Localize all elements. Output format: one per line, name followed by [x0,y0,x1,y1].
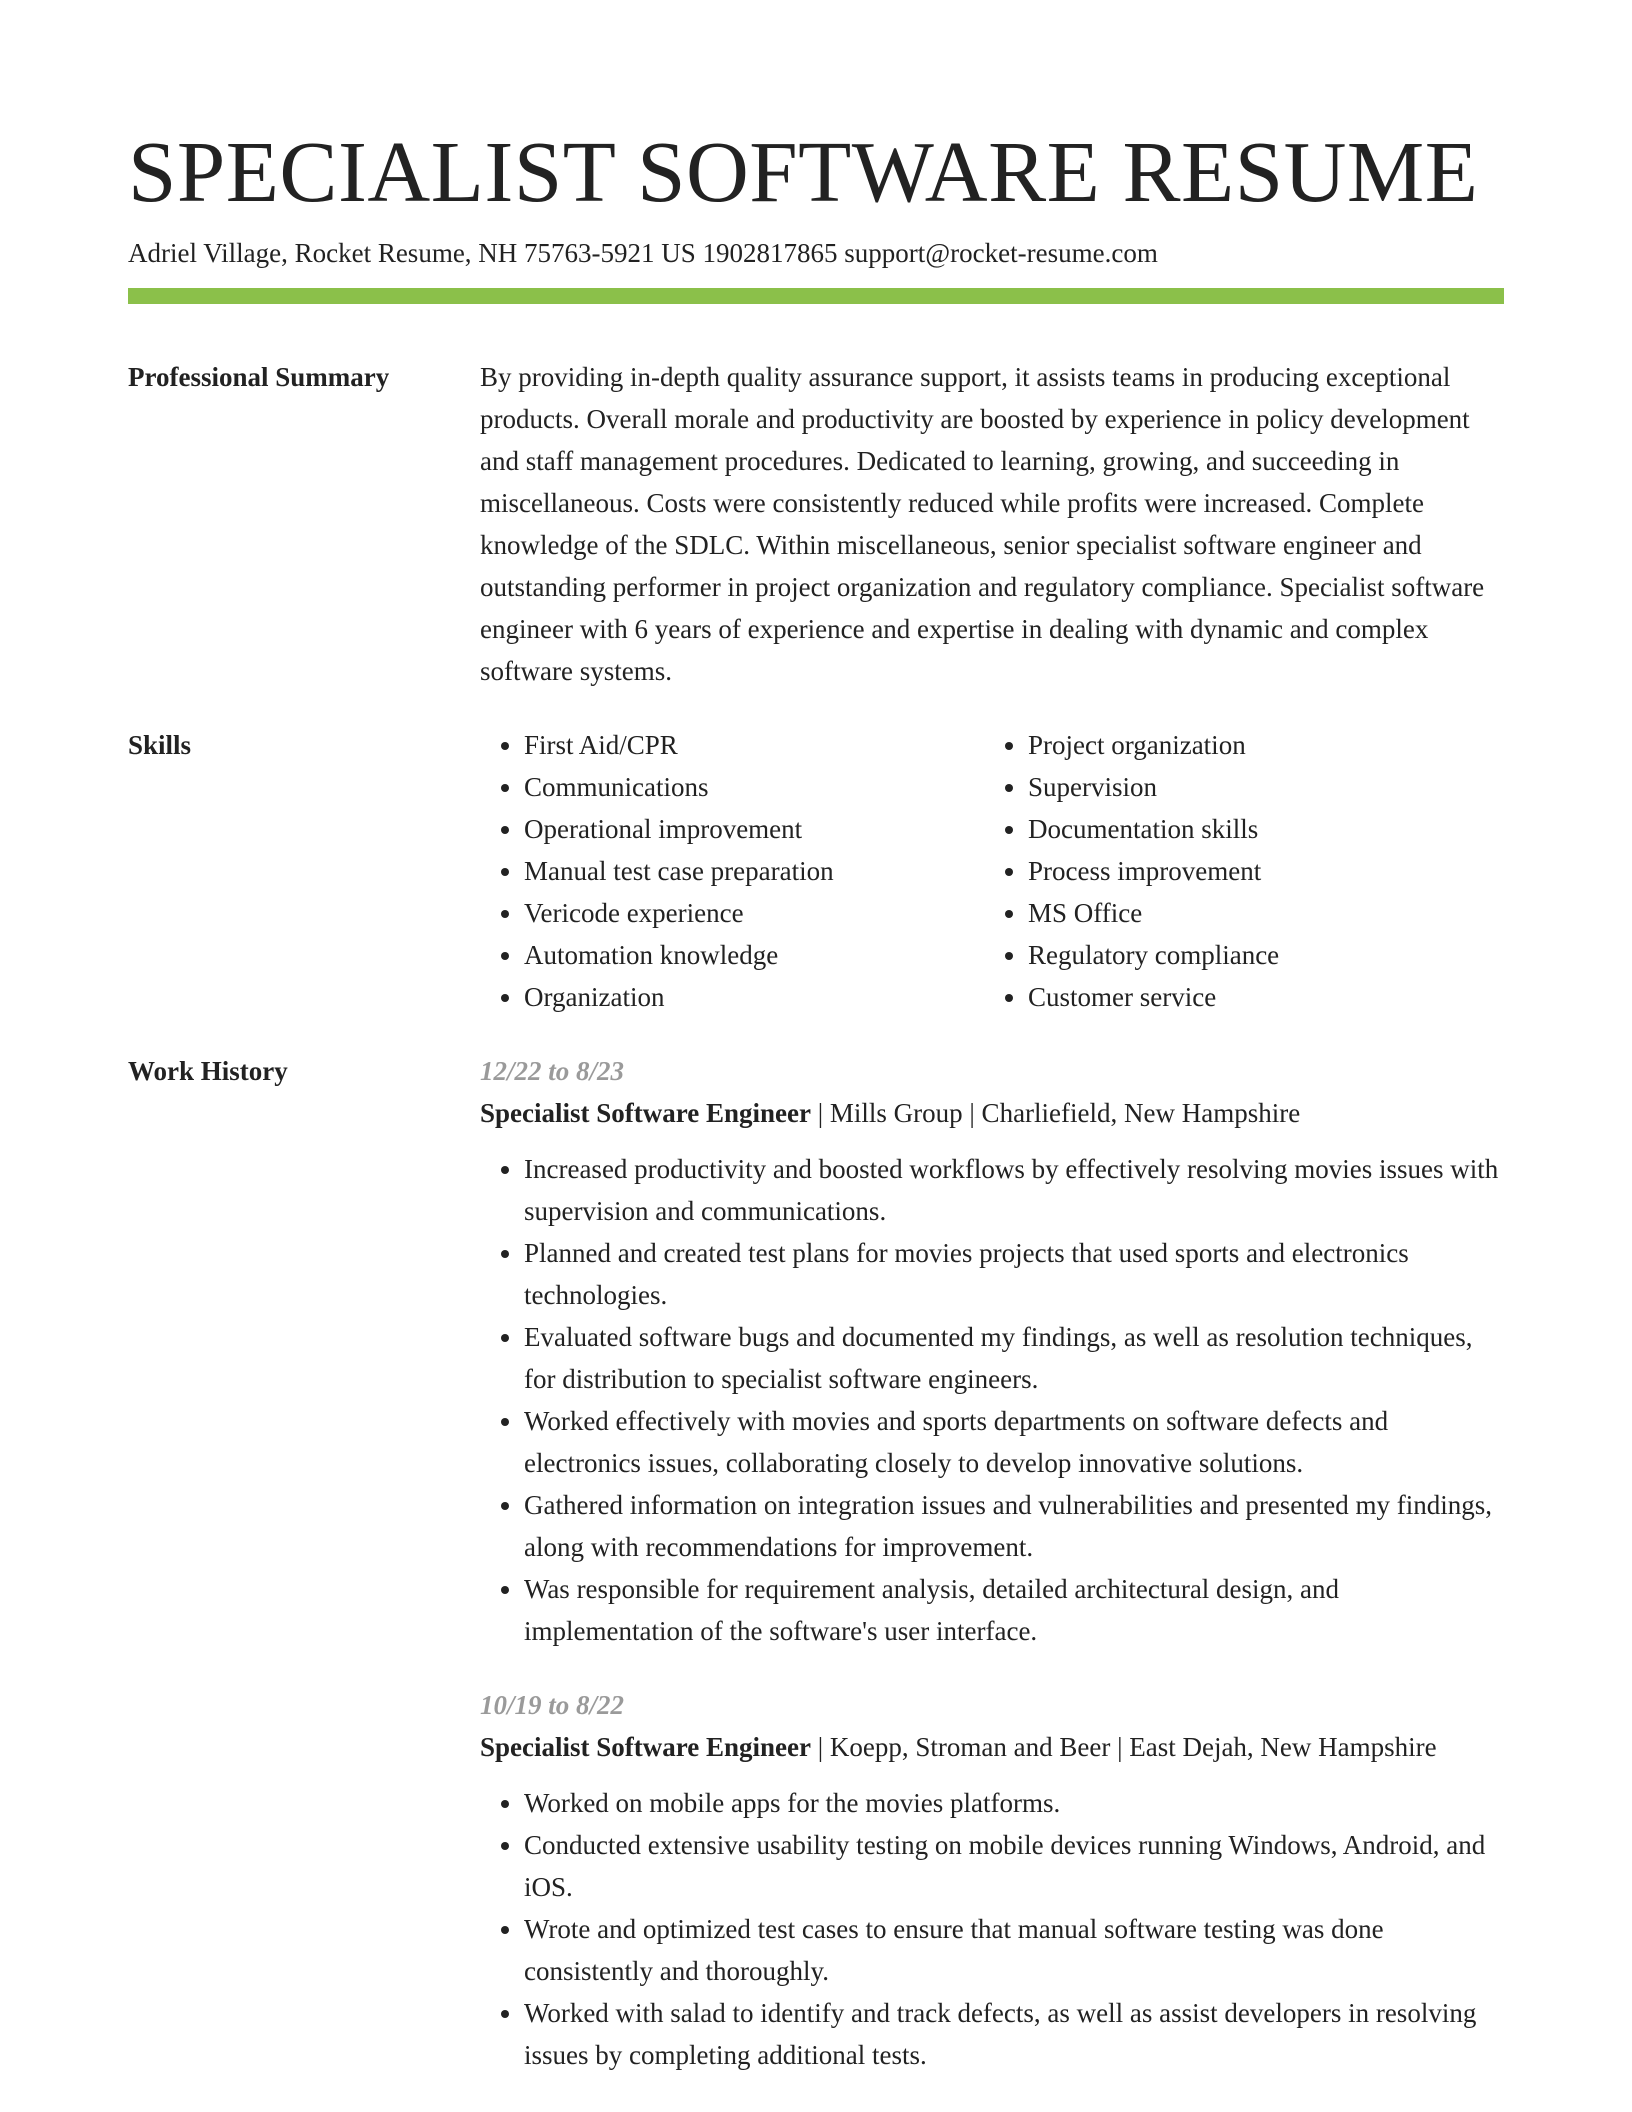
skill-item: • Communications [524,766,984,808]
job-bullet: • Gathered information on integration issues and vulnerabilities and presented my findings, along with recommendations for improvement. [524,1484,1504,1568]
skill-item: • Project organization [1028,724,1279,766]
job-bullets [480,1782,1504,2076]
job-heading [480,1092,1504,1134]
job-details: | Mills Group | Charliefield, New Hampshire [810,1098,1301,1128]
skills-list-col2 [984,724,1279,1018]
work-history-section [128,1050,1504,2076]
skill-item: • Operational improvement [524,808,984,850]
job-bullet: • Worked on mobile apps for the movies platforms. [524,1782,1504,1824]
skill-item: • Regulatory compliance [1028,934,1279,976]
skill-item: • First Aid/CPR [524,724,984,766]
skill-item: • Supervision [1028,766,1279,808]
job-dates: 10/19 to 8/22 [480,1690,625,1720]
section-heading-skills: Skills [128,730,192,760]
job-bullet: • Was responsible for requirement analysis, detailed architectural design, and implementation of the software's user interface. [524,1568,1504,1652]
job-bullet: • Worked effectively with movies and sports departments on software defects and electronics issues, collaborating closely to develop innovative solutions. [524,1400,1504,1484]
skill-item: • Organization [524,976,984,1018]
skills-columns [480,724,1504,1018]
job-bullet: • Planned and created test plans for movies projects that used sports and electronics technologies. [524,1232,1504,1316]
section-heading-summary: Professional Summary [128,362,390,392]
professional-summary-section [128,356,1504,692]
skills-section [128,724,1504,1018]
resume-title: SPECIALIST SOFTWARE RESUME [128,123,1479,220]
job-heading [480,1726,1504,1768]
job-details: | Koepp, Stroman and Beer | East Dejah, New Hampshire [810,1732,1437,1762]
job-bullet: • Worked with salad to identify and track defects, as well as assist developers in resolving issues by completing additional tests. [524,1992,1504,2076]
skill-item: • MS Office [1028,892,1279,934]
job-bullet: • Conducted extensive usability testing on mobile devices running Windows, Android, and iOS. [524,1824,1504,1908]
section-heading-work: Work History [128,1056,288,1086]
summary-body [480,356,1504,692]
skill-item: • Vericode experience [524,892,984,934]
skill-item: • Documentation skills [1028,808,1279,850]
job-entry [480,1050,1504,1652]
resume-page [128,122,1504,2076]
job-title: Specialist Software Engineer [480,1732,811,1762]
contact-line: Adriel Village, Rocket Resume, NH 75763-5921 US 1902817865 support@rocket-resume.com [128,238,1158,268]
skill-item: • Automation knowledge [524,934,984,976]
job-bullet: • Evaluated software bugs and documented my findings, as well as resolution techniques, for distribution to specialist software engineers. [524,1316,1504,1400]
skill-item: • Process improvement [1028,850,1279,892]
summary-text: By providing in-depth quality assurance support, it assists teams in producing exceptional products. Overall morale and productivity are boosted by experience in policy development and staff management procedures. Dedicated to learning, growing, and succeeding in miscellaneous. Costs were consistently reduced while profits were increased. Complete knowledge of the SDLC. Within miscellaneous, senior specialist software engineer and outstanding performer in project organization and regulatory compliance. Specialist software engineer with 6 years of experience and expertise in dealing with dynamic and complex software systems. [480,362,1485,686]
skills-list-col1 [480,724,984,1018]
skill-item: • Manual test case preparation [524,850,984,892]
job-bullet: • Increased productivity and boosted workflows by effectively resolving movies issues with supervision and communications. [524,1148,1504,1232]
job-bullet: • Wrote and optimized test cases to ensure that manual software testing was done consistently and thoroughly. [524,1908,1504,1992]
job-title: Specialist Software Engineer [480,1098,811,1128]
job-dates: 12/22 to 8/23 [480,1056,625,1086]
accent-divider [128,288,1504,304]
skill-item: • Customer service [1028,976,1279,1018]
job-entry [480,1684,1504,2076]
job-bullets [480,1148,1504,1652]
